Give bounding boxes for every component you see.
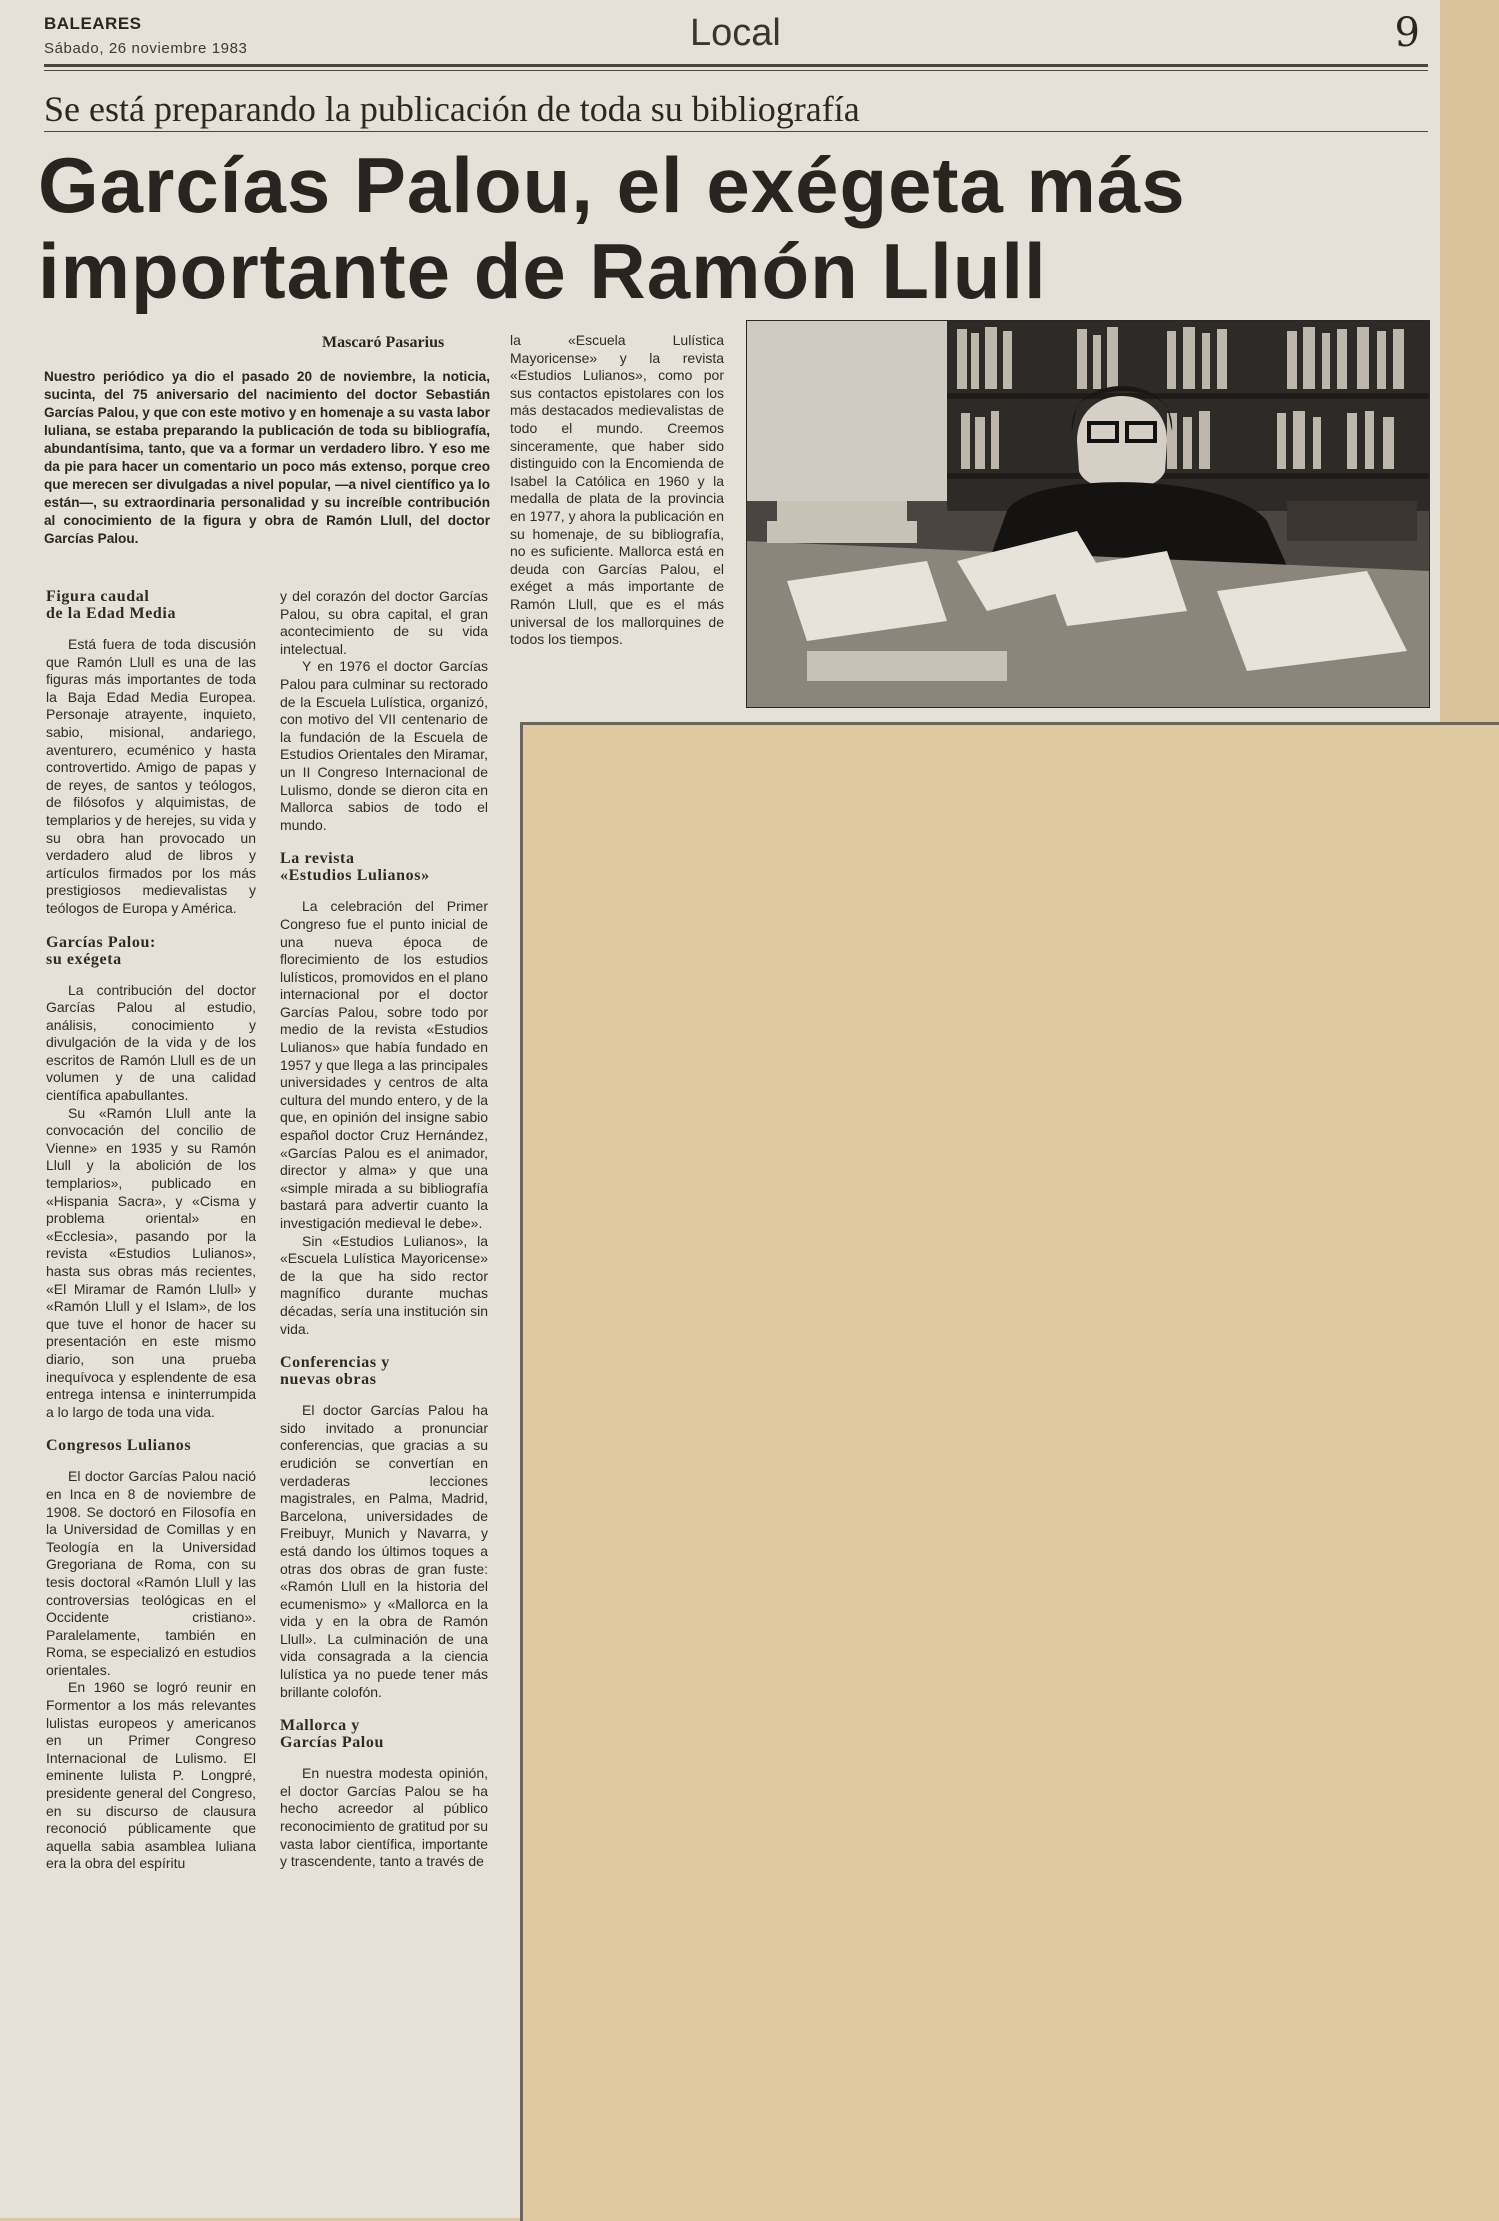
- subhead-exegeta: Garcías Palou: su exégeta: [46, 933, 156, 968]
- paragraph: El doctor Garcías Palou nació en Inca en 8 de noviembre de 1908. Se doctoró en Filosofía en la Universidad de Comillas y en Teología en la Universidad Gregoriana de Roma, con su tesis doctoral «Ramón Llull y las controversias teológicas en el Occidente cristiano». Paralelamente, también en Roma, se especializó en estudios orientales.: [46, 1468, 256, 1678]
- paragraph: En 1960 se logró reunir en Formentor a los más relevantes lulistas europeos y americanos en un Primer Congreso Internacional de Lulismo. El eminente lulista P. Longpré, presidente general del Congreso, en su discurso de clausura reconoció públicamente que aquella sabia asamblea luliana era la obra del espíritu: [46, 1679, 256, 1872]
- paragraph: Está fuera de toda discusión que Ramón Llull es una de las figuras más importantes de toda la Baja Edad Media Europea. Personaje atrayente, inquieto, sabio, misional, andariego, aventurero, ecuménico y hasta controvertido. Amigo de papas y de reyes, de santos y teólogos, de filósofos y alquimistas, de templarios y de herejes, su vida y su obra han provocado un verdadero alud de libros y artículos firmados por los más prestigiosos medievalistas y teólogos de Europa y América.: [46, 636, 256, 916]
- subhead-revista: La revista «Estudios Lulianos»: [280, 850, 430, 885]
- paragraph: El doctor Garcías Palou ha sido invitado a pronunciar conferencias, que gracias a su erudición se convertían en verdaderas lecciones magistrales, en Palma, Madrid, Barcelona, universidades de Freibuyr, Munich y Navarra, y está dando los últimos toques a otras dos obras de gran fuste: «Ramón Llull en la historia del ecumenismo» y «Mallorca en la vida y en la obra de Ramón Llull». La culminación de una vida consagrada a la ciencia lulística ya no puede tener más brillante colofón.: [280, 1402, 488, 1700]
- byline: Mascaró Pasarius: [322, 334, 445, 351]
- page-number: 9: [1394, 10, 1420, 56]
- paragraph: y del corazón del doctor Garcías Palou, su obra capital, el gran acontecimiento de su vida intelectual.: [280, 588, 488, 657]
- subhead-congresos: Congresos Lulianos: [46, 1437, 192, 1455]
- subhead-figura: Figura caudal de la Edad Media: [46, 588, 177, 622]
- subhead-conferencias: Conferencias y nuevas obras: [280, 1354, 390, 1389]
- paragraph: La celebración del Primer Congreso fue el punto inicial de una nueva época de florecimiento de los estudios lulísticos, promovidos en el plano internacional por el doctor Garcías Palou, sobre todo por medio de la revista «Estudios Lulianos» que había fundado en 1957 y que llega a las principales universidades y centros de alta cultura del mundo entero, y de la que, en opinión del insigne sabio español doctor Cruz Hernández, «Garcías Palou es el animador, director y alma» y que una «simple mirada a su bibliografía bastará para advertir cuanto la investigación medieval le debe».: [280, 898, 488, 1231]
- kicker-headline: Se está preparando la publicación de toda su bibliografía: [44, 89, 860, 129]
- paragraph: Y en 1976 el doctor Garcías Palou para culminar su rectorado de la Escuela Lulística, organizó, con motivo del VII centenario de la fundación de la Escuela de Estudios Orientales den Miramar, un II Congreso Internacional de Lulismo, donde se dieron cita en Mallorca sabios de todo el mundo.: [280, 658, 488, 833]
- paragraph: la «Escuela Lulística Mayoricense» y la revista «Estudios Lulianos», como por sus contactos epistolares con los más destacados medievalistas de todo el mundo. Creemos sinceramente, que haber sido distinguido con la Encomienda de Isabel la Católica en 1960 y la medalla de plata de la provincia en 1977, y ahora la publicación en su homenaje, de su bibliografía, no es suficiente. Mallorca está en deuda con Garcías Palou, el exéget a más importante de Ramón Llull, que es el más universal de los mallorquines de todos los tiempos.: [510, 332, 724, 648]
- header-rule-thin: [44, 70, 1428, 71]
- photo-illustration: [747, 321, 1429, 707]
- paragraph: Sin «Estudios Lulianos», la «Escuela Lulística Mayoricense» de la que ha sido rector magnífico durante muchas décadas, sería una institución sin vida.: [280, 1232, 488, 1337]
- headline-line-1: Garcías Palou, el exégeta más: [38, 141, 1186, 229]
- paragraph: La contribución del doctor Garcías Palou al estudio, análisis, conocimiento y divulgación de la vida y de los escritos de Ramón Llull es de un volumen y de una calidad científica apabullantes.: [46, 981, 256, 1104]
- column-3: [510, 332, 724, 649]
- main-headline: [38, 142, 1428, 314]
- background-right: [1440, 0, 1499, 722]
- subhead-mallorca: Mallorca y Garcías Palou: [280, 1717, 384, 1752]
- page-header: [44, 10, 1434, 72]
- paragraph: En nuestra modesta opinión, el doctor Garcías Palou se ha hecho acreedor al público reconocimiento de gratitud por su vasta labor científica, importante y trascendente, tanto a través de: [280, 1765, 488, 1870]
- newspaper-name: BALEARES: [44, 14, 142, 33]
- section-name: Local: [690, 12, 781, 54]
- kicker-rule: [44, 131, 1428, 132]
- header-rule: [44, 64, 1428, 67]
- paragraph: Su «Ramón Llull ante la convocación del concilio de Vienne» en 1935 y su Ramón Llull y la abolición de los templarios», publicado en «Hispania Sacra», y «Cisma y problema oriental» en «Ecclesia», pasando por la revista «Estudios Lulianos», hasta sus obras más recientes, «El Miramar de Ramón Llull» y «Ramón Llull y el Islam», de los que tuve el honor de hacer su presentación en este mismo diario, son una prueba inequívoca y esplendente de esa entrega intensa e ininterrumpida a lo largo de toda una vida.: [46, 1104, 256, 1420]
- issue-date: Sábado, 26 noviembre 1983: [44, 40, 248, 57]
- portrait-photo: [746, 320, 1430, 708]
- column-2: [280, 588, 488, 1871]
- blank-clipping-area: [520, 722, 1499, 2221]
- headline-line-2: importante de Ramón Llull: [38, 227, 1047, 315]
- lead-paragraph: Nuestro periódico ya dio el pasado 20 de noviembre, la noticia, sucinta, del 75 aniversario del nacimiento del doctor Sebastián Garcías Palou, y que con este motivo y en homenaje a su vasta labor luliana, se estaba preparando la publicación de toda su bibliografía, abundantísima, tanto, que va a formar un verdadero libro. Y eso me da pie para hacer un comentario un poco más extenso, porque creo que merecen ser divulgadas a nivel popular, —a nivel científico ya lo están—, su extraordinaria personalidad y su increíble contribución al conocimiento de la figura y obra de Ramón Llull, del doctor Garcías Palou.: [44, 369, 490, 546]
- column-1: [46, 588, 256, 1873]
